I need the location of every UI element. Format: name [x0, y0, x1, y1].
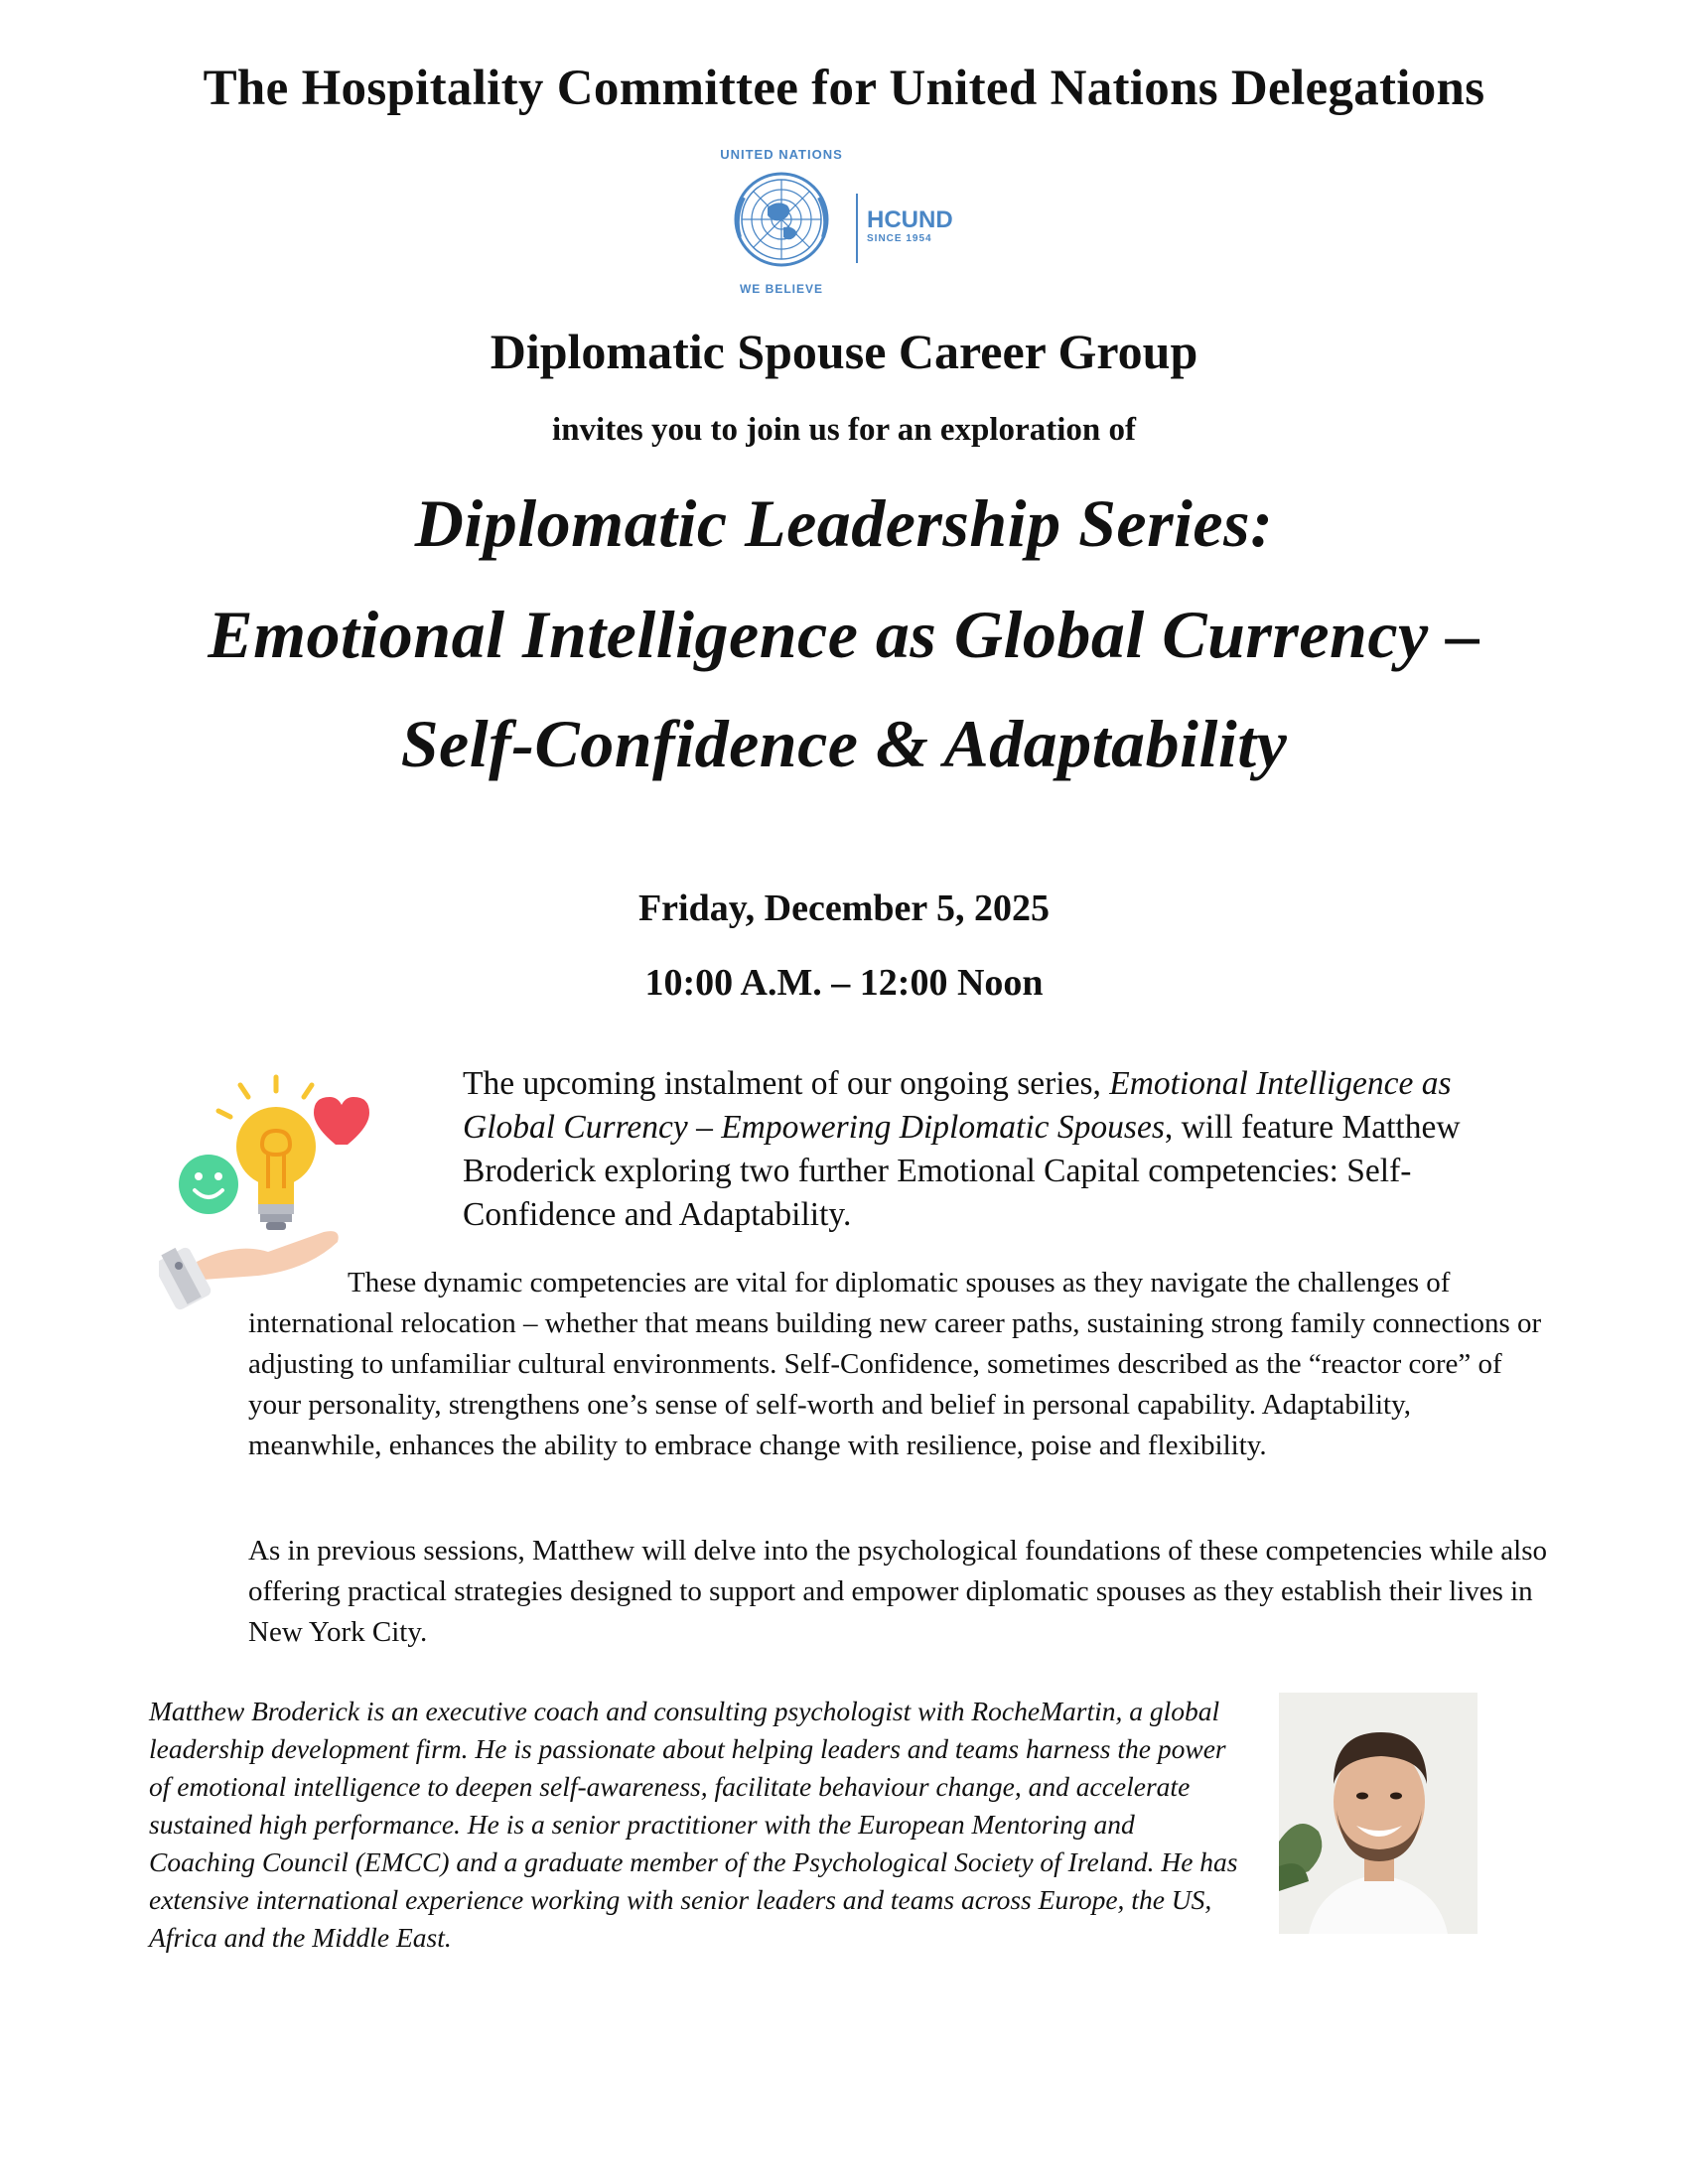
series-name-text: Emotional Intelligence as Global Currency – Empowering Diplomatic Spouses	[463, 1065, 1452, 1146]
intro-paragraph	[463, 1062, 1545, 1237]
intro-lead-text: The upcoming instalment of our ongoing series,	[463, 1065, 1110, 1102]
lightbulb-icon	[236, 1107, 316, 1230]
logo-since: SINCE 1954	[867, 233, 932, 244]
sessions-paragraph: As in previous sessions, Matthew will delve into the psychological foundations of these competencies while also offering practical strategies designed to support and empower diplomatic spouses as they establish their lives in New York City.	[248, 1535, 1547, 1648]
invite-line: invites you to join us for an exploration of	[552, 412, 1136, 448]
topic-title-line1: Emotional Intelligence as Global Currency –	[208, 597, 1480, 672]
hcund-logo	[710, 142, 978, 301]
event-date: Friday, December 5, 2025	[637, 887, 1051, 929]
organization-title: The Hospitality Committee for United Nations Delegations	[203, 61, 1485, 116]
speaker-photo	[1279, 1693, 1477, 1934]
topic-title-line2: Self-Confidence & Adaptability	[400, 706, 1288, 781]
un-emblem-icon	[736, 174, 827, 265]
logo-top-text: UNITED NATIONS	[720, 147, 843, 162]
speaker-bio: Matthew Broderick is an executive coach and consulting psychologist with RocheMartin, a global leadership development firm. He is passionate about helping leaders and teams harness the power of emotional intelligence to deepen self-awareness, facilitate behaviour change, and accelerate sustained high performance. He is a senior practitioner with the European Mentoring and Coaching Council (EMCC) and a graduate member of the Psychological Society of Ireland. He has extensive international experience working with senior leaders and teams across Europe, the US, Africa and the Middle East.	[149, 1696, 1238, 1953]
event-time: 10:00 A.M. – 12:00 Noon	[644, 962, 1044, 1004]
logo-abbrev: HCUND	[867, 206, 953, 233]
group-name: Diplomatic Spouse Career Group	[490, 324, 1198, 379]
intro-rest-text: , will feature Matthew Broderick exploring two further Emotional Capital competencies: Self-Confidence and Adaptability.	[463, 1109, 1461, 1233]
competencies-paragraph: These dynamic competencies are vital for diplomatic spouses as they navigate the challenges of international relocation – whether that means building new career paths, sustaining strong family connections or adjusting to unfamiliar cultural environments. Self-Confidence, sometimes described as the “reactor core” of your personality, strengthens one’s sense of self-worth and belief in personal capability. Adaptability, meanwhile, enhances the ability to embrace change with resilience, poise and flexibility.	[248, 1267, 1542, 1461]
series-title: Diplomatic Leadership Series:	[414, 485, 1274, 561]
smiley-icon	[179, 1155, 238, 1214]
logo-bottom-text: WE BELIEVE	[739, 282, 824, 296]
heart-icon	[314, 1097, 369, 1145]
